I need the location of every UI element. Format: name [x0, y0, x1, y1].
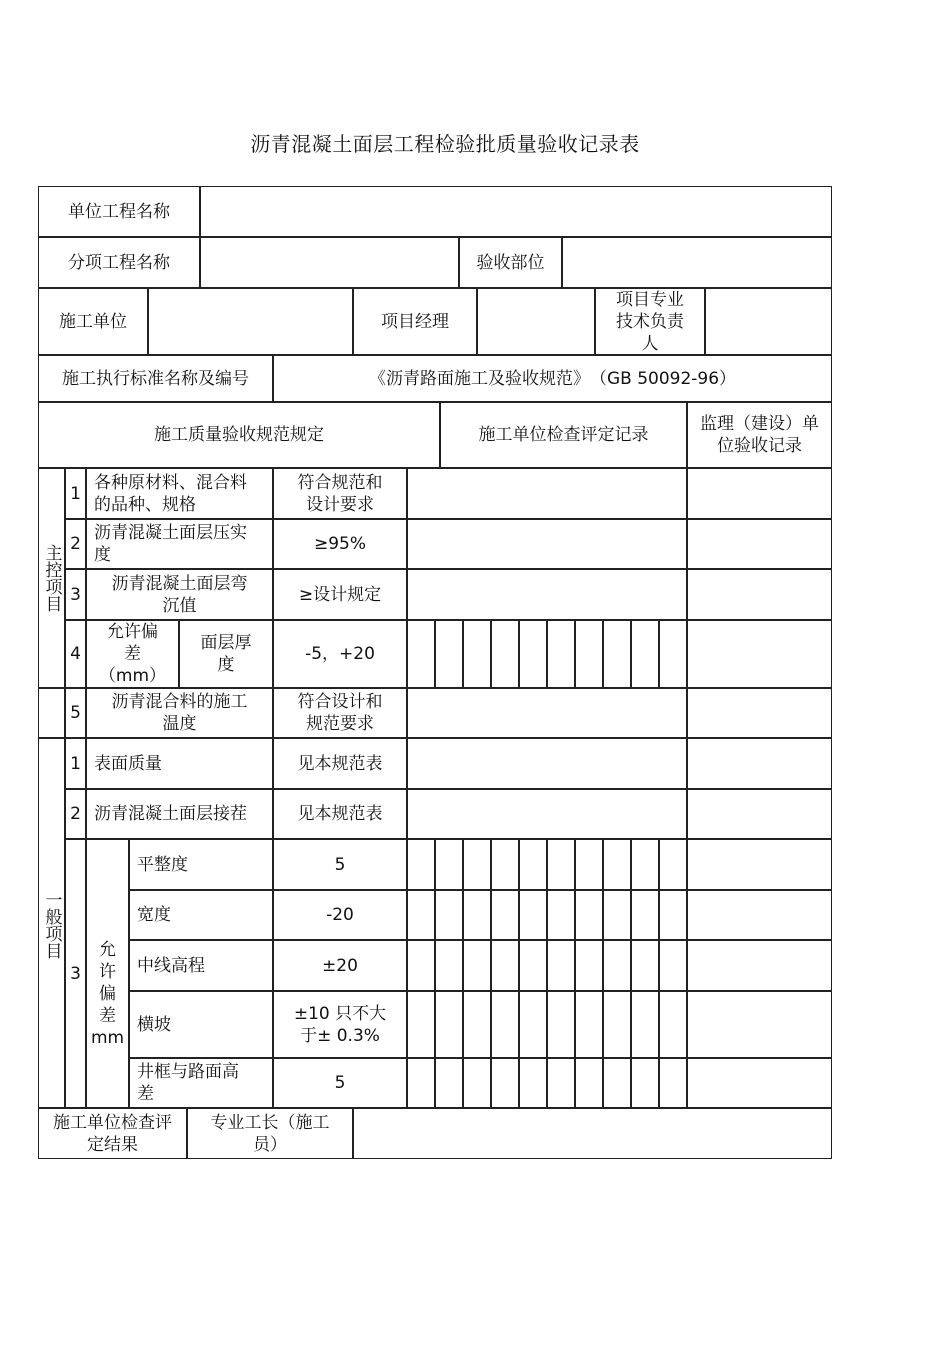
deviation-label: 允许偏差mm: [90, 939, 125, 1048]
row-number: 4: [70, 644, 81, 664]
deviation-item-requirement: 5: [334, 1073, 346, 1093]
deviation-item-name: 平整度: [137, 854, 188, 875]
row-number: 2: [70, 534, 81, 554]
main-item-name: 沥青混凝土面层弯沉值: [111, 573, 248, 616]
general-item-requirement: 见本规范表: [297, 753, 383, 774]
general-items-label: 一般项目: [41, 891, 62, 959]
deviation-item-name: 井框与路面高差: [137, 1062, 239, 1104]
standard-label: 施工执行标准名称及编号: [62, 368, 249, 389]
tech-lead-label: 项目专业技术负责人: [616, 289, 684, 354]
spec-header: 施工质量验收规范规定: [154, 425, 324, 445]
deviation-item-name: 宽度: [137, 905, 171, 925]
result-label: 施工单位检查评定结果: [53, 1112, 172, 1155]
unit-project-name-label: 单位工程名称: [68, 201, 170, 222]
foreman-label: 专业工长（施工员）: [210, 1112, 330, 1155]
main-item-name: 各种原材料、混合料的品种、规格: [94, 472, 247, 515]
acceptance-part-label: 验收部位: [476, 252, 545, 273]
row-number: 5: [70, 703, 81, 723]
sub-project-name-label: 分项工程名称: [68, 252, 170, 273]
general-item-name: 沥青混凝土面层接茬: [94, 804, 247, 824]
general-item-name: 表面质量: [94, 753, 162, 774]
check-record-header: 施工单位检查评定记录: [478, 425, 649, 445]
deviation-item-name: 中线高程: [137, 955, 205, 976]
deviation-item-requirement: -20: [326, 905, 354, 925]
general-item-requirement: 见本规范表: [297, 804, 383, 824]
page-title: 沥青混凝土面层工程检验批质量验收记录表: [250, 132, 640, 156]
main-item-requirement: -5，+20: [305, 644, 375, 664]
construction-unit-label: 施工单位: [59, 311, 127, 332]
main-item-requirement: 符合规范和设计要求: [297, 472, 383, 515]
main-item-name: 沥青混合料的施工温度: [111, 692, 248, 734]
row-number: 3: [70, 584, 81, 605]
main-item-requirement: ≥95%: [313, 534, 367, 554]
project-manager-label: 项目经理: [381, 311, 449, 332]
row-number: 3: [70, 963, 81, 984]
standard-value: 《沥青路面施工及验收规范》 （GB 50092-96）: [368, 368, 737, 389]
table-frame: [38, 186, 832, 1159]
deviation-item-requirement: 5: [334, 854, 346, 875]
main-item-subname: 面层厚度: [200, 633, 252, 675]
main-items-label: 主控项目: [41, 544, 62, 612]
main-item-requirement: 符合设计和规范要求: [297, 692, 383, 734]
main-item-name: 沥青混凝土面层压实度: [94, 523, 247, 565]
row-number: 1: [70, 483, 81, 504]
main-item-requirement: ≥设计规定: [298, 584, 382, 605]
supervision-header: 监理（建设）单位验收记录: [700, 414, 819, 456]
row-number: 1: [70, 753, 81, 774]
deviation-item-requirement: ±10 只不大于± 0.3%: [293, 1003, 387, 1046]
row-number: 2: [70, 804, 81, 824]
main-item-name: 允许偏差（mm）: [98, 622, 167, 686]
deviation-item-name: 横坡: [137, 1014, 171, 1035]
deviation-item-requirement: ±20: [322, 955, 358, 976]
